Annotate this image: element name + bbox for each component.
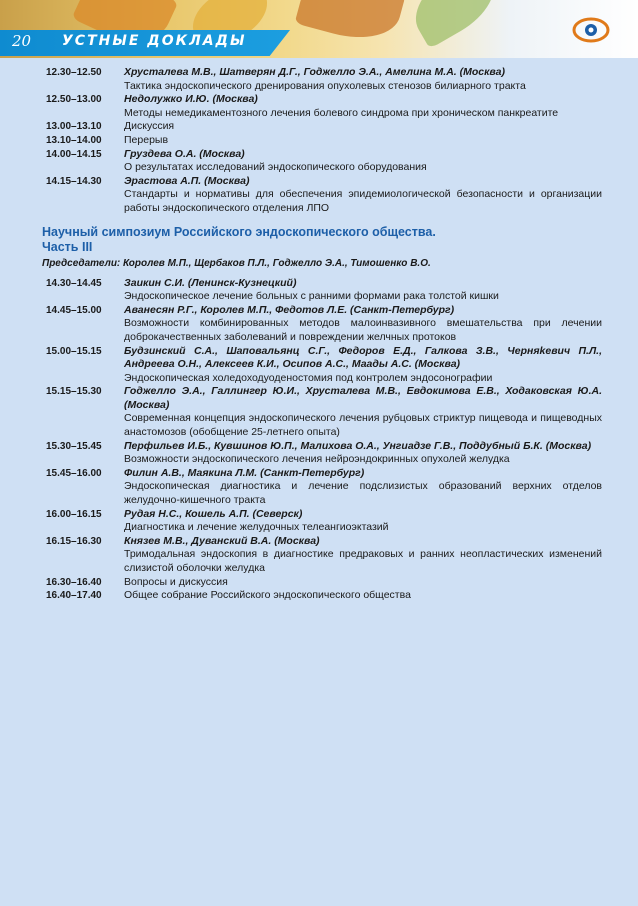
session-body <box>124 175 602 216</box>
session-time: 14.30–14.45 <box>46 277 102 289</box>
program-row <box>42 576 602 590</box>
section-title: УСТНЫЕ ДОКЛАДЫ <box>62 33 247 49</box>
session-body <box>124 589 602 603</box>
session-time: 15.00–15.15 <box>46 345 102 357</box>
session-body <box>124 440 602 467</box>
program-list-2 <box>42 277 602 603</box>
session-body <box>124 467 602 508</box>
session-time: 15.30–15.45 <box>46 440 102 452</box>
session-time: 16.15–16.30 <box>46 535 102 547</box>
program-row <box>42 120 602 134</box>
logo-icon <box>572 12 610 48</box>
symposium-title: Научный симпозиум Российского эндоскопического общества. Часть III <box>42 224 436 254</box>
speakers: Годжелло Э.А., Галлингер Ю.И., Хрусталева М.В., Евдокимова Е.В., Ходаковская Ю.А. (Москва) <box>124 385 602 411</box>
session-body <box>124 134 602 148</box>
talk-topic: Эндоскопическое лечение больных с ранними формами рака толстой кишки <box>124 290 499 303</box>
program-row <box>42 508 602 535</box>
session-body <box>124 535 602 576</box>
speakers: Будзинский С.А., Шаповальянц С.Г., Федоров Е.Д., Галкова З.В., Черняkевич П.Л., Андреева О.Н., Алексеев К.И., Осипов А.С., Маады А.С. (Москва) <box>124 344 602 371</box>
session-body <box>124 66 602 93</box>
speakers: Недолужко И.Ю. (Москва) <box>124 93 258 106</box>
program-row <box>42 385 602 439</box>
speakers: Филин А.В., Маякина Л.М. (Санкт-Петербург) <box>124 466 365 479</box>
speakers: Груздева О.А. (Москва) <box>124 147 245 160</box>
talk-topic: Эндоскопическая диагностика и лечение подслизистых образований верхних отделов желудочно-кишечного тракта <box>124 480 602 507</box>
speakers: Аванесян Р.Г., Королев М.П., Федотов Л.Е. (Санкт-Петербург) <box>124 303 455 316</box>
session-body <box>124 508 602 535</box>
program-row <box>42 345 602 386</box>
leaf-decoration <box>295 0 406 49</box>
session-body <box>124 345 602 386</box>
session-time: 14.45–15.00 <box>46 304 102 316</box>
session-body <box>124 148 602 175</box>
session-body <box>124 93 602 120</box>
leaf-decoration <box>402 0 507 49</box>
talk-topic: Методы немедикаментозного лечения болевого синдрома при хроническом панкреатите <box>124 106 559 119</box>
session-time: 12.50–13.00 <box>46 94 102 106</box>
session-time: 15.45–16.00 <box>46 467 102 479</box>
session-time: 16.00–16.15 <box>46 508 102 520</box>
talk-topic: Возможности комбинированных методов малоинвазивного вмешательства при лечении доброкачественных заболеваний и повреждении желчных протоков <box>124 317 602 343</box>
talk-topic: Диагностика и лечение желудочных телеангиоэктазий <box>124 521 389 534</box>
program-content <box>42 66 602 603</box>
session-time: 14.00–14.15 <box>46 148 102 160</box>
program-row <box>42 589 602 603</box>
session-time: 16.40–17.40 <box>46 590 102 602</box>
talk-topic: Перерыв <box>124 133 169 146</box>
program-row <box>42 134 602 148</box>
program-row <box>42 66 602 93</box>
talk-topic: Тримодальная эндоскопия в диагностике предраковых и ранних неопластических изменений слизистой оболочки желудка <box>124 548 602 574</box>
program-row <box>42 535 602 576</box>
program-row <box>42 175 602 216</box>
session-time: 15.15–15.30 <box>46 386 102 398</box>
speakers: Князев М.В., Дуванский В.А. (Москва) <box>124 534 320 547</box>
speakers: Перфильев И.Б., Кувшинов Ю.П., Малихова О.А., Унгиадзе Г.В., Поддубный Б.К. (Москва) <box>124 439 592 452</box>
program-row <box>42 304 602 345</box>
program-row <box>42 277 602 304</box>
program-list-1 <box>42 66 602 216</box>
talk-topic: Общее собрание Российского эндоскопического общества <box>124 589 411 602</box>
page-number: 20 <box>12 32 32 50</box>
session-time: 13.10–14.00 <box>46 134 102 146</box>
speakers: Хрусталева М.В., Шатверян Д.Г., Годжелло Э.А., Амелина М.А. (Москва) <box>124 66 505 78</box>
program-row <box>42 467 602 508</box>
speakers: Рудая Н.С., Кошель А.П. (Северск) <box>124 507 303 520</box>
talk-topic: Тактика эндоскопического дренирования опухолевых стенозов билиарного тракта <box>124 79 526 92</box>
speakers: Эрастова А.П. (Москва) <box>124 174 250 187</box>
talk-topic: О результатах исследований эндоскопического оборудования <box>124 161 427 174</box>
session-time: 16.30–16.40 <box>46 576 102 588</box>
talk-topic: Дискуссия <box>124 120 175 133</box>
session-time: 13.00–13.10 <box>46 121 102 133</box>
speakers: Заикин С.И. (Ленинск-Кузнецкий) <box>124 276 297 289</box>
talk-topic: Стандарты и нормативы для обеспечения эпидемиологической безопасности и организации работы эндоскопического отделения ЛПО <box>124 188 602 214</box>
program-row <box>42 93 602 120</box>
talk-topic: Возможности эндоскопического лечения нейроэндокринных опухолей желудка <box>124 453 510 466</box>
talk-topic: Вопросы и дискуссия <box>124 575 228 588</box>
symposium-chairs: Председатели: Королев М.П., Щербаков П.Л., Годжелло Э.А., Тимошенко В.О. <box>42 257 431 269</box>
session-time: 14.15–14.30 <box>46 175 102 187</box>
talk-topic: Эндоскопическая холедоходуоденостомия под контролем эндосонографии <box>124 371 493 384</box>
program-row <box>42 440 602 467</box>
session-body <box>124 277 602 304</box>
session-time: 12.30–12.50 <box>46 67 102 78</box>
talk-topic: Современная концепция эндоскопического лечения рубцовых стриктур пищевода и пищеводных анастомозов (обобщение 25-летнего опыта) <box>124 412 602 439</box>
session-body <box>124 304 602 345</box>
session-body <box>124 385 602 439</box>
session-body <box>124 120 602 134</box>
session-body <box>124 576 602 590</box>
page-header <box>0 0 638 58</box>
program-row <box>42 148 602 175</box>
